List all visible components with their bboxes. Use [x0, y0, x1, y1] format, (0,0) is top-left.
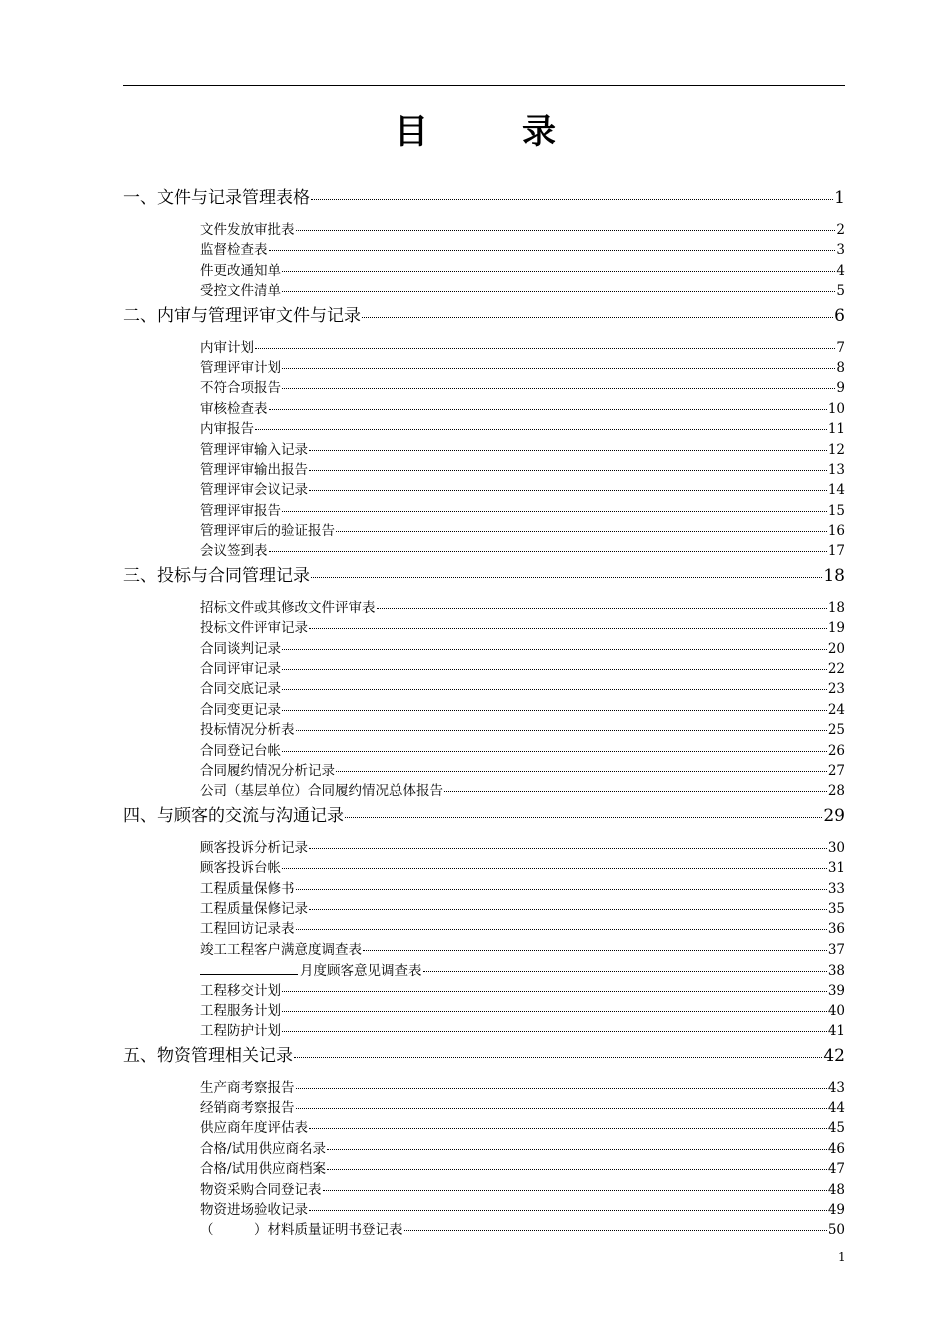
dot-leader — [282, 1011, 827, 1012]
toc-entry-label: 内审计划 — [200, 339, 254, 356]
toc-entry-page: 11 — [827, 421, 845, 438]
dot-leader — [282, 388, 835, 389]
toc-item[interactable] — [123, 1098, 845, 1118]
toc-entry-label: 管理评审报告 — [200, 502, 281, 519]
toc-entry-page: 35 — [827, 900, 845, 917]
dot-leader — [311, 577, 822, 578]
toc-entry-label: 生产商考察报告 — [200, 1079, 295, 1096]
dot-leader — [282, 669, 827, 670]
toc-entry-page: 13 — [827, 461, 845, 478]
toc-entry-page: 8 — [836, 359, 845, 376]
page-title: 目 录 — [394, 112, 586, 152]
toc-entry-page: 31 — [827, 860, 845, 877]
toc-entry-page: 49 — [827, 1202, 845, 1219]
toc-item[interactable] — [123, 618, 845, 638]
toc-entry-label: 不符合项报告 — [200, 380, 281, 397]
toc-item[interactable] — [123, 240, 845, 260]
dot-leader — [423, 971, 827, 972]
toc-item[interactable] — [123, 659, 845, 679]
toc-entry-page: 19 — [827, 620, 845, 637]
toc-item[interactable] — [123, 1200, 845, 1220]
toc-item[interactable] — [123, 281, 845, 301]
dot-leader — [269, 250, 836, 251]
toc-entry-page: 12 — [827, 441, 845, 458]
toc-entry-label: 监督检查表 — [200, 242, 268, 259]
toc-section-4[interactable] — [123, 804, 845, 828]
toc-entry-page: 45 — [827, 1120, 845, 1137]
toc-entry-page: 50 — [827, 1222, 845, 1239]
dot-leader — [323, 1190, 827, 1191]
toc-entry-page: 22 — [827, 661, 845, 678]
toc-item[interactable] — [123, 679, 845, 699]
toc-item[interactable] — [123, 220, 845, 240]
dot-leader — [282, 291, 835, 292]
toc-entry-page: 17 — [827, 543, 845, 560]
dot-leader — [336, 531, 827, 532]
toc-entry-page: 16 — [827, 523, 845, 540]
dot-leader — [345, 817, 822, 818]
toc-item[interactable] — [123, 838, 845, 858]
toc-entry-label: 月度顾客意见调查表 — [300, 963, 422, 980]
toc-item[interactable] — [123, 858, 845, 878]
toc-entry-page: 46 — [827, 1140, 845, 1157]
toc-item[interactable] — [123, 1139, 845, 1159]
toc-item[interactable] — [123, 358, 845, 378]
toc-entry-label: 招标文件或其修改文件评审表 — [200, 599, 376, 616]
toc-entry-page: 41 — [827, 1023, 845, 1040]
toc-entry-label: 合同谈判记录 — [200, 640, 281, 657]
toc-entry-label: 工程质量保修记录 — [200, 900, 308, 917]
toc-entry-page: 26 — [827, 742, 845, 759]
dot-leader — [282, 868, 827, 869]
toc-item[interactable] — [123, 598, 845, 618]
toc-item[interactable] — [123, 460, 845, 480]
toc-entry-page: 42 — [823, 1045, 845, 1066]
toc-entry-label: 竣工工程客户满意度调查表 — [200, 941, 362, 958]
toc-entry-label: 会议签到表 — [200, 543, 268, 560]
dot-leader — [282, 511, 827, 512]
toc-entry-page: 23 — [827, 681, 845, 698]
toc-entry-label: 管理评审后的验证报告 — [200, 523, 335, 540]
dot-leader — [269, 551, 827, 552]
dot-leader — [282, 710, 827, 711]
dot-leader — [327, 1149, 827, 1150]
dot-leader — [296, 1108, 827, 1109]
page-number: 1 — [838, 1250, 846, 1264]
toc-entry-page: 9 — [836, 380, 845, 397]
toc-entry-label: 一、文件与记录管理表格 — [123, 188, 310, 208]
toc-item[interactable] — [123, 919, 845, 939]
toc-entry-label: 合同评审记录 — [200, 661, 281, 678]
dot-leader — [444, 791, 827, 792]
dot-leader — [282, 368, 835, 369]
toc-entry-page: 18 — [823, 565, 845, 586]
toc-item[interactable] — [123, 1021, 845, 1041]
toc-entry-page: 27 — [827, 762, 845, 779]
toc-entry-page: 1 — [834, 188, 845, 208]
dot-leader — [309, 1210, 827, 1211]
dot-leader — [363, 950, 827, 951]
toc-entry-page: 15 — [827, 502, 845, 519]
toc-entry-label: （ ）材料质量证明书登记表 — [200, 1222, 403, 1239]
dot-leader — [296, 889, 827, 890]
dot-leader — [309, 450, 827, 451]
toc-entry-label: 管理评审计划 — [200, 359, 281, 376]
toc-entry-page: 43 — [827, 1079, 845, 1096]
toc-entry-page: 10 — [827, 400, 845, 417]
dot-leader — [282, 689, 827, 690]
toc-section-2[interactable] — [123, 304, 845, 328]
toc-item[interactable] — [123, 1118, 845, 1138]
toc-entry-label: 合同登记台帐 — [200, 742, 281, 759]
toc-entry-label: 合格/试用供应商名录 — [200, 1140, 327, 1157]
toc-item[interactable] — [123, 741, 845, 761]
toc-item[interactable] — [123, 720, 845, 740]
toc-entry-page: 20 — [827, 640, 845, 657]
toc-entry-label: 工程防护计划 — [200, 1023, 281, 1040]
toc-entry-page: 7 — [836, 339, 845, 356]
toc-item[interactable] — [123, 879, 845, 899]
dot-leader — [404, 1230, 827, 1231]
dot-leader — [362, 317, 833, 318]
toc-entry-label: 投标文件评审记录 — [200, 620, 308, 637]
dot-leader — [255, 429, 827, 430]
toc-entry-label: 文件发放审批表 — [200, 222, 295, 238]
toc-entry-label: 管理评审输入记录 — [200, 441, 308, 458]
toc-entry-label: 五、物资管理相关记录 — [123, 1045, 293, 1066]
toc-entry-page: 2 — [836, 222, 845, 238]
toc-item[interactable] — [123, 440, 845, 460]
toc-entry-page: 39 — [827, 982, 845, 999]
toc-item[interactable] — [123, 781, 845, 801]
dot-leader — [309, 848, 827, 849]
toc-entry-label: 合同变更记录 — [200, 701, 281, 718]
toc-entry-label: 二、内审与管理评审文件与记录 — [123, 305, 361, 326]
toc-item[interactable] — [123, 1220, 845, 1240]
toc-entry-page: 3 — [836, 242, 845, 259]
toc-entry-page: 33 — [827, 880, 845, 897]
toc-item[interactable] — [123, 1180, 845, 1200]
toc-entry-label: 管理评审会议记录 — [200, 482, 308, 499]
toc-entry-page: 6 — [834, 305, 845, 326]
toc-item[interactable] — [123, 399, 845, 419]
dot-leader — [296, 929, 827, 930]
toc-entry-page: 36 — [827, 921, 845, 938]
dot-leader — [309, 1128, 827, 1129]
dot-leader — [377, 608, 827, 609]
toc-item[interactable] — [123, 338, 845, 358]
toc-entry-page: 18 — [827, 599, 845, 616]
dot-leader — [309, 490, 827, 491]
toc-entry-label: 工程移交计划 — [200, 982, 281, 999]
dot-leader — [282, 1031, 827, 1032]
toc-entry-label: 投标情况分析表 — [200, 722, 295, 739]
toc-entry-page: 24 — [827, 701, 845, 718]
toc-item[interactable] — [123, 981, 845, 1001]
toc-item[interactable] — [123, 541, 845, 561]
toc-section-5[interactable] — [123, 1044, 845, 1068]
toc-entry-label: 物资进场验收记录 — [200, 1202, 308, 1219]
toc-entry-page: 28 — [827, 783, 845, 800]
toc-item[interactable] — [123, 1001, 845, 1021]
toc-item[interactable] — [123, 761, 845, 781]
dot-leader — [309, 909, 827, 910]
toc-entry-page: 44 — [827, 1100, 845, 1117]
dot-leader — [255, 348, 835, 349]
dot-leader — [282, 271, 835, 272]
dot-leader — [309, 470, 827, 471]
toc-item[interactable] — [123, 1159, 845, 1179]
toc-entry-label: 合格/试用供应商档案 — [200, 1161, 327, 1178]
toc-entry-page: 30 — [827, 839, 845, 856]
dot-leader — [309, 628, 827, 629]
toc-item[interactable] — [123, 639, 845, 659]
toc-item[interactable] — [123, 521, 845, 541]
toc-entry-page: 25 — [827, 722, 845, 739]
dot-leader — [311, 199, 833, 200]
dot-leader — [294, 1057, 822, 1058]
toc-entry-label: 受控文件清单 — [200, 283, 281, 300]
toc-entry-label: 合同履约情况分析记录 — [200, 762, 335, 779]
dot-leader — [282, 991, 827, 992]
toc-entry-label: 合同交底记录 — [200, 681, 281, 698]
header-rule — [123, 85, 845, 86]
toc-entry-label: 审核检查表 — [200, 400, 268, 417]
toc-entry-label: 经销商考察报告 — [200, 1100, 295, 1117]
table-of-contents — [123, 184, 845, 1241]
toc-entry-label: 四、与顾客的交流与沟通记录 — [123, 805, 344, 826]
toc-entry-label: 管理评审输出报告 — [200, 461, 308, 478]
toc-item[interactable] — [123, 899, 845, 919]
dot-leader — [282, 649, 827, 650]
toc-entry-page: 5 — [836, 283, 845, 300]
dot-leader — [269, 409, 827, 410]
toc-entry-label: 顾客投诉台帐 — [200, 860, 281, 877]
toc-item[interactable] — [123, 960, 845, 980]
toc-item[interactable] — [123, 1078, 845, 1098]
dot-leader — [296, 230, 836, 231]
dot-leader — [282, 751, 827, 752]
toc-entry-label: 工程回访记录表 — [200, 921, 295, 938]
blank-fill-line — [200, 960, 298, 975]
toc-entry-label: 工程服务计划 — [200, 1002, 281, 1019]
toc-entry-label: 顾客投诉分析记录 — [200, 839, 308, 856]
toc-entry-label: 内审报告 — [200, 421, 254, 438]
toc-item[interactable] — [123, 480, 845, 500]
toc-entry-page: 40 — [827, 1002, 845, 1019]
toc-item[interactable] — [123, 419, 845, 439]
toc-entry-page: 47 — [827, 1161, 845, 1178]
toc-entry-page: 4 — [836, 262, 845, 279]
toc-entry-page: 14 — [827, 482, 845, 499]
toc-entry-label: 供应商年度评估表 — [200, 1120, 308, 1137]
toc-entry-label: 公司（基层单位）合同履约情况总体报告 — [200, 783, 443, 800]
toc-entry-label: 工程质量保修书 — [200, 880, 295, 897]
toc-entry-page: 29 — [823, 805, 845, 826]
toc-entry-label: 三、投标与合同管理记录 — [123, 565, 310, 586]
dot-leader — [296, 730, 827, 731]
toc-item[interactable] — [123, 378, 845, 398]
toc-entry-page: 38 — [827, 963, 845, 980]
toc-entry-label: 物资采购合同登记表 — [200, 1181, 322, 1198]
toc-item[interactable] — [123, 501, 845, 521]
toc-entry-label: 件更改通知单 — [200, 262, 281, 279]
toc-entry-page: 48 — [827, 1181, 845, 1198]
dot-leader — [296, 1088, 827, 1089]
toc-item[interactable] — [123, 700, 845, 720]
dot-leader — [336, 771, 827, 772]
toc-entry-page: 37 — [827, 941, 845, 958]
dot-leader — [327, 1169, 827, 1170]
toc-item[interactable] — [123, 261, 845, 281]
toc-section-3[interactable] — [123, 564, 845, 588]
toc-section-1[interactable] — [123, 186, 845, 210]
toc-item[interactable] — [123, 940, 845, 960]
